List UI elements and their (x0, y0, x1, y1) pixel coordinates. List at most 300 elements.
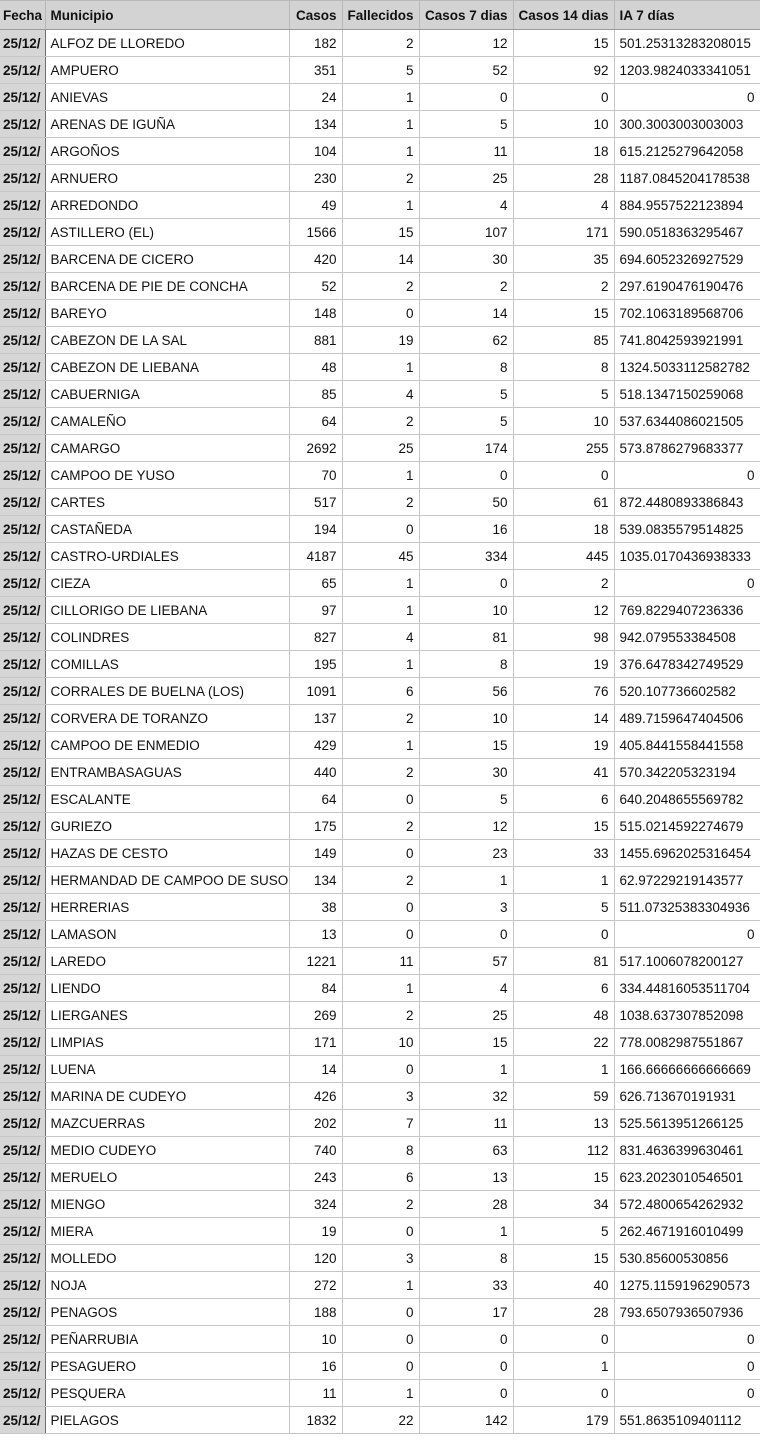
cell-fecha[interactable]: 25/12/ (0, 705, 45, 732)
cell-casos-14-dias[interactable]: 33 (513, 840, 614, 867)
cell-fallecidos[interactable]: 6 (342, 678, 419, 705)
cell-casos-7-dias[interactable]: 11 (419, 138, 513, 165)
cell-casos-14-dias[interactable]: 255 (513, 435, 614, 462)
cell-casos[interactable]: 48 (289, 354, 342, 381)
cell-ia-7-dias[interactable]: 573.8786279683377 (614, 435, 760, 462)
cell-casos-14-dias[interactable]: 179 (513, 1407, 614, 1434)
cell-fecha[interactable]: 25/12/ (0, 219, 45, 246)
cell-casos-14-dias[interactable]: 76 (513, 678, 614, 705)
cell-municipio[interactable]: CABEZON DE LA SAL (45, 327, 289, 354)
cell-casos[interactable]: 19 (289, 1218, 342, 1245)
cell-municipio[interactable]: MARINA DE CUDEYO (45, 1083, 289, 1110)
cell-fecha[interactable]: 25/12/ (0, 30, 45, 57)
cell-ia-7-dias[interactable]: 511.07325383304936 (614, 894, 760, 921)
cell-fecha[interactable]: 25/12/ (0, 543, 45, 570)
cell-casos[interactable]: 517 (289, 489, 342, 516)
cell-casos[interactable]: 272 (289, 1272, 342, 1299)
cell-casos-7-dias[interactable]: 0 (419, 84, 513, 111)
cell-fallecidos[interactable]: 0 (342, 1299, 419, 1326)
cell-casos-7-dias[interactable]: 30 (419, 246, 513, 273)
cell-casos[interactable]: 13 (289, 921, 342, 948)
cell-municipio[interactable]: PEÑARRUBIA (45, 1326, 289, 1353)
cell-fecha[interactable]: 25/12/ (0, 1029, 45, 1056)
cell-casos[interactable]: 85 (289, 381, 342, 408)
cell-casos-14-dias[interactable]: 15 (513, 30, 614, 57)
cell-municipio[interactable]: CAMPOO DE ENMEDIO (45, 732, 289, 759)
cell-casos-14-dias[interactable]: 1 (513, 1353, 614, 1380)
cell-fecha[interactable]: 25/12/ (0, 1164, 45, 1191)
cell-municipio[interactable]: CABEZON DE LIEBANA (45, 354, 289, 381)
cell-casos[interactable]: 426 (289, 1083, 342, 1110)
cell-casos-14-dias[interactable]: 1 (513, 1056, 614, 1083)
cell-casos-7-dias[interactable]: 2 (419, 273, 513, 300)
cell-fallecidos[interactable]: 0 (342, 840, 419, 867)
cell-casos-14-dias[interactable]: 13 (513, 1110, 614, 1137)
cell-fallecidos[interactable]: 1 (342, 975, 419, 1002)
cell-fecha[interactable]: 25/12/ (0, 597, 45, 624)
cell-municipio[interactable]: ENTRAMBASAGUAS (45, 759, 289, 786)
cell-fecha[interactable]: 25/12/ (0, 300, 45, 327)
cell-fecha[interactable]: 25/12/ (0, 1326, 45, 1353)
cell-fecha[interactable]: 25/12/ (0, 975, 45, 1002)
cell-casos-14-dias[interactable]: 12 (513, 597, 614, 624)
cell-municipio[interactable]: HERRERIAS (45, 894, 289, 921)
cell-casos-7-dias[interactable]: 62 (419, 327, 513, 354)
cell-casos[interactable]: 104 (289, 138, 342, 165)
cell-municipio[interactable]: COLINDRES (45, 624, 289, 651)
cell-casos[interactable]: 1091 (289, 678, 342, 705)
cell-casos-14-dias[interactable]: 22 (513, 1029, 614, 1056)
cell-casos-7-dias[interactable]: 5 (419, 786, 513, 813)
cell-casos-14-dias[interactable]: 28 (513, 165, 614, 192)
cell-casos-14-dias[interactable]: 6 (513, 786, 614, 813)
cell-municipio[interactable]: MEDIO CUDEYO (45, 1137, 289, 1164)
cell-ia-7-dias[interactable]: 570.342205323194 (614, 759, 760, 786)
cell-fallecidos[interactable]: 15 (342, 219, 419, 246)
cell-casos-7-dias[interactable]: 16 (419, 516, 513, 543)
cell-fallecidos[interactable]: 2 (342, 867, 419, 894)
cell-fecha[interactable]: 25/12/ (0, 246, 45, 273)
cell-fallecidos[interactable]: 1 (342, 1272, 419, 1299)
header-casos-14-dias[interactable]: Casos 14 dias (513, 1, 614, 30)
cell-casos-7-dias[interactable]: 28 (419, 1191, 513, 1218)
cell-municipio[interactable]: PESQUERA (45, 1380, 289, 1407)
cell-municipio[interactable]: HAZAS DE CESTO (45, 840, 289, 867)
cell-fallecidos[interactable]: 1 (342, 651, 419, 678)
cell-casos[interactable]: 137 (289, 705, 342, 732)
cell-municipio[interactable]: MIERA (45, 1218, 289, 1245)
cell-casos[interactable]: 120 (289, 1245, 342, 1272)
cell-fecha[interactable]: 25/12/ (0, 381, 45, 408)
cell-municipio[interactable]: LAREDO (45, 948, 289, 975)
cell-ia-7-dias[interactable]: 741.8042593921991 (614, 327, 760, 354)
cell-casos[interactable]: 269 (289, 1002, 342, 1029)
cell-casos-14-dias[interactable]: 28 (513, 1299, 614, 1326)
cell-municipio[interactable]: CIEZA (45, 570, 289, 597)
header-casos-7-dias[interactable]: Casos 7 dias (419, 1, 513, 30)
cell-municipio[interactable]: CABUERNIGA (45, 381, 289, 408)
cell-fecha[interactable]: 25/12/ (0, 57, 45, 84)
cell-municipio[interactable]: ARENAS DE IGUÑA (45, 111, 289, 138)
cell-casos[interactable]: 134 (289, 111, 342, 138)
cell-casos-14-dias[interactable]: 15 (513, 300, 614, 327)
cell-ia-7-dias[interactable]: 0 (614, 1353, 760, 1380)
cell-fecha[interactable]: 25/12/ (0, 1218, 45, 1245)
cell-fallecidos[interactable]: 0 (342, 894, 419, 921)
header-fallecidos[interactable]: Fallecidos (342, 1, 419, 30)
cell-fecha[interactable]: 25/12/ (0, 1245, 45, 1272)
cell-fallecidos[interactable]: 1 (342, 138, 419, 165)
cell-ia-7-dias[interactable]: 501.25313283208015 (614, 30, 760, 57)
cell-fallecidos[interactable]: 2 (342, 813, 419, 840)
cell-ia-7-dias[interactable]: 872.4480893386843 (614, 489, 760, 516)
cell-fecha[interactable]: 25/12/ (0, 1002, 45, 1029)
cell-fecha[interactable]: 25/12/ (0, 462, 45, 489)
cell-fallecidos[interactable]: 0 (342, 786, 419, 813)
cell-casos-14-dias[interactable]: 14 (513, 705, 614, 732)
cell-casos-7-dias[interactable]: 1 (419, 867, 513, 894)
cell-casos-7-dias[interactable]: 0 (419, 462, 513, 489)
cell-casos-14-dias[interactable]: 19 (513, 651, 614, 678)
cell-casos-7-dias[interactable]: 14 (419, 300, 513, 327)
cell-ia-7-dias[interactable]: 1038.637307852098 (614, 1002, 760, 1029)
cell-casos[interactable]: 148 (289, 300, 342, 327)
cell-fallecidos[interactable]: 2 (342, 1191, 419, 1218)
cell-municipio[interactable]: CAMALEÑO (45, 408, 289, 435)
cell-fallecidos[interactable]: 0 (342, 516, 419, 543)
cell-casos-14-dias[interactable]: 8 (513, 354, 614, 381)
cell-municipio[interactable]: CARTES (45, 489, 289, 516)
cell-ia-7-dias[interactable]: 166.66666666666669 (614, 1056, 760, 1083)
cell-fallecidos[interactable]: 0 (342, 1056, 419, 1083)
cell-casos-14-dias[interactable]: 0 (513, 462, 614, 489)
cell-casos-7-dias[interactable]: 174 (419, 435, 513, 462)
cell-municipio[interactable]: HERMANDAD DE CAMPOO DE SUSO (45, 867, 289, 894)
cell-ia-7-dias[interactable]: 376.6478342749529 (614, 651, 760, 678)
cell-municipio[interactable]: ASTILLERO (EL) (45, 219, 289, 246)
cell-casos-14-dias[interactable]: 41 (513, 759, 614, 786)
cell-ia-7-dias[interactable]: 405.8441558441558 (614, 732, 760, 759)
cell-ia-7-dias[interactable]: 640.2048655569782 (614, 786, 760, 813)
cell-fallecidos[interactable]: 2 (342, 30, 419, 57)
cell-casos-14-dias[interactable]: 35 (513, 246, 614, 273)
cell-fecha[interactable]: 25/12/ (0, 1272, 45, 1299)
cell-municipio[interactable]: MIENGO (45, 1191, 289, 1218)
cell-fallecidos[interactable]: 3 (342, 1245, 419, 1272)
cell-fecha[interactable]: 25/12/ (0, 678, 45, 705)
cell-municipio[interactable]: CASTRO-URDIALES (45, 543, 289, 570)
cell-casos-7-dias[interactable]: 81 (419, 624, 513, 651)
cell-fallecidos[interactable]: 1 (342, 1380, 419, 1407)
cell-fallecidos[interactable]: 1 (342, 597, 419, 624)
cell-ia-7-dias[interactable]: 572.4800654262932 (614, 1191, 760, 1218)
cell-casos[interactable]: 1832 (289, 1407, 342, 1434)
cell-ia-7-dias[interactable]: 1275.1159196290573 (614, 1272, 760, 1299)
cell-casos[interactable]: 14 (289, 1056, 342, 1083)
cell-casos-7-dias[interactable]: 32 (419, 1083, 513, 1110)
cell-casos-7-dias[interactable]: 25 (419, 1002, 513, 1029)
cell-fallecidos[interactable]: 22 (342, 1407, 419, 1434)
cell-ia-7-dias[interactable]: 942.079553384508 (614, 624, 760, 651)
cell-casos-7-dias[interactable]: 13 (419, 1164, 513, 1191)
cell-fecha[interactable]: 25/12/ (0, 111, 45, 138)
cell-fallecidos[interactable]: 25 (342, 435, 419, 462)
cell-casos-7-dias[interactable]: 8 (419, 651, 513, 678)
cell-fecha[interactable]: 25/12/ (0, 408, 45, 435)
cell-casos-7-dias[interactable]: 0 (419, 1380, 513, 1407)
cell-casos[interactable]: 230 (289, 165, 342, 192)
cell-casos-14-dias[interactable]: 0 (513, 1380, 614, 1407)
cell-fecha[interactable]: 25/12/ (0, 786, 45, 813)
cell-ia-7-dias[interactable]: 0 (614, 570, 760, 597)
cell-casos-7-dias[interactable]: 1 (419, 1218, 513, 1245)
cell-ia-7-dias[interactable]: 793.6507936507936 (614, 1299, 760, 1326)
cell-casos-7-dias[interactable]: 5 (419, 408, 513, 435)
cell-fecha[interactable]: 25/12/ (0, 840, 45, 867)
cell-ia-7-dias[interactable]: 300.3003003003003 (614, 111, 760, 138)
cell-ia-7-dias[interactable]: 702.1063189568706 (614, 300, 760, 327)
cell-casos-14-dias[interactable]: 15 (513, 1245, 614, 1272)
cell-casos-7-dias[interactable]: 12 (419, 30, 513, 57)
cell-fallecidos[interactable]: 2 (342, 1002, 419, 1029)
cell-casos-7-dias[interactable]: 10 (419, 597, 513, 624)
cell-casos[interactable]: 49 (289, 192, 342, 219)
cell-casos-14-dias[interactable]: 1 (513, 867, 614, 894)
cell-casos-7-dias[interactable]: 15 (419, 1029, 513, 1056)
cell-casos[interactable]: 97 (289, 597, 342, 624)
cell-municipio[interactable]: ANIEVAS (45, 84, 289, 111)
cell-casos-14-dias[interactable]: 10 (513, 408, 614, 435)
cell-fecha[interactable]: 25/12/ (0, 894, 45, 921)
cell-municipio[interactable]: PENAGOS (45, 1299, 289, 1326)
cell-casos[interactable]: 70 (289, 462, 342, 489)
cell-casos-7-dias[interactable]: 10 (419, 705, 513, 732)
cell-fecha[interactable]: 25/12/ (0, 1191, 45, 1218)
cell-casos-14-dias[interactable]: 15 (513, 1164, 614, 1191)
cell-municipio[interactable]: ALFOZ DE LLOREDO (45, 30, 289, 57)
cell-ia-7-dias[interactable]: 769.8229407236336 (614, 597, 760, 624)
cell-ia-7-dias[interactable]: 1187.0845204178538 (614, 165, 760, 192)
cell-ia-7-dias[interactable]: 334.44816053511704 (614, 975, 760, 1002)
cell-fallecidos[interactable]: 0 (342, 1326, 419, 1353)
cell-municipio[interactable]: BARCENA DE PIE DE CONCHA (45, 273, 289, 300)
cell-casos-7-dias[interactable]: 12 (419, 813, 513, 840)
cell-casos-14-dias[interactable]: 18 (513, 138, 614, 165)
cell-fallecidos[interactable]: 1 (342, 111, 419, 138)
cell-fallecidos[interactable]: 0 (342, 921, 419, 948)
cell-ia-7-dias[interactable]: 0 (614, 921, 760, 948)
cell-ia-7-dias[interactable]: 884.9557522123894 (614, 192, 760, 219)
cell-casos-14-dias[interactable]: 10 (513, 111, 614, 138)
cell-fecha[interactable]: 25/12/ (0, 570, 45, 597)
cell-fallecidos[interactable]: 7 (342, 1110, 419, 1137)
cell-casos[interactable]: 1566 (289, 219, 342, 246)
cell-fallecidos[interactable]: 0 (342, 1218, 419, 1245)
cell-ia-7-dias[interactable]: 694.6052326927529 (614, 246, 760, 273)
cell-ia-7-dias[interactable]: 517.1006078200127 (614, 948, 760, 975)
cell-ia-7-dias[interactable]: 518.1347150259068 (614, 381, 760, 408)
cell-municipio[interactable]: PIELAGOS (45, 1407, 289, 1434)
cell-municipio[interactable]: ESCALANTE (45, 786, 289, 813)
cell-casos-7-dias[interactable]: 5 (419, 381, 513, 408)
cell-fecha[interactable]: 25/12/ (0, 813, 45, 840)
cell-casos[interactable]: 195 (289, 651, 342, 678)
cell-fecha[interactable]: 25/12/ (0, 354, 45, 381)
cell-municipio[interactable]: BAREYO (45, 300, 289, 327)
cell-ia-7-dias[interactable]: 537.6344086021505 (614, 408, 760, 435)
cell-casos[interactable]: 881 (289, 327, 342, 354)
cell-casos-14-dias[interactable]: 81 (513, 948, 614, 975)
cell-ia-7-dias[interactable]: 778.0082987551867 (614, 1029, 760, 1056)
cell-casos[interactable]: 84 (289, 975, 342, 1002)
cell-fallecidos[interactable]: 11 (342, 948, 419, 975)
cell-municipio[interactable]: LIMPIAS (45, 1029, 289, 1056)
cell-municipio[interactable]: ARGOÑOS (45, 138, 289, 165)
cell-casos-7-dias[interactable]: 50 (419, 489, 513, 516)
cell-casos-7-dias[interactable]: 8 (419, 1245, 513, 1272)
cell-fallecidos[interactable]: 1 (342, 732, 419, 759)
cell-municipio[interactable]: NOJA (45, 1272, 289, 1299)
cell-fecha[interactable]: 25/12/ (0, 489, 45, 516)
cell-casos[interactable]: 1221 (289, 948, 342, 975)
cell-casos-7-dias[interactable]: 57 (419, 948, 513, 975)
cell-fecha[interactable]: 25/12/ (0, 1380, 45, 1407)
cell-ia-7-dias[interactable]: 1455.6962025316454 (614, 840, 760, 867)
cell-casos-7-dias[interactable]: 3 (419, 894, 513, 921)
cell-casos[interactable]: 182 (289, 30, 342, 57)
cell-casos-14-dias[interactable]: 59 (513, 1083, 614, 1110)
cell-casos-7-dias[interactable]: 63 (419, 1137, 513, 1164)
cell-casos-14-dias[interactable]: 85 (513, 327, 614, 354)
cell-casos-7-dias[interactable]: 1 (419, 1056, 513, 1083)
cell-casos-14-dias[interactable]: 0 (513, 1326, 614, 1353)
cell-casos-7-dias[interactable]: 142 (419, 1407, 513, 1434)
cell-casos-14-dias[interactable]: 171 (513, 219, 614, 246)
cell-fallecidos[interactable]: 8 (342, 1137, 419, 1164)
cell-fecha[interactable]: 25/12/ (0, 921, 45, 948)
cell-fecha[interactable]: 25/12/ (0, 1083, 45, 1110)
cell-ia-7-dias[interactable]: 297.6190476190476 (614, 273, 760, 300)
cell-municipio[interactable]: LIENDO (45, 975, 289, 1002)
cell-municipio[interactable]: PESAGUERO (45, 1353, 289, 1380)
cell-fecha[interactable]: 25/12/ (0, 1110, 45, 1137)
cell-casos[interactable]: 429 (289, 732, 342, 759)
cell-casos[interactable]: 134 (289, 867, 342, 894)
cell-casos[interactable]: 324 (289, 1191, 342, 1218)
cell-fallecidos[interactable]: 2 (342, 273, 419, 300)
cell-casos-14-dias[interactable]: 18 (513, 516, 614, 543)
cell-fecha[interactable]: 25/12/ (0, 1299, 45, 1326)
cell-casos-7-dias[interactable]: 11 (419, 1110, 513, 1137)
cell-casos-14-dias[interactable]: 48 (513, 1002, 614, 1029)
cell-casos-7-dias[interactable]: 4 (419, 192, 513, 219)
cell-casos[interactable]: 149 (289, 840, 342, 867)
cell-fecha[interactable]: 25/12/ (0, 165, 45, 192)
cell-municipio[interactable]: CASTAÑEDA (45, 516, 289, 543)
cell-casos[interactable]: 2692 (289, 435, 342, 462)
cell-fallecidos[interactable]: 14 (342, 246, 419, 273)
cell-casos[interactable]: 65 (289, 570, 342, 597)
cell-casos[interactable]: 4187 (289, 543, 342, 570)
cell-municipio[interactable]: COMILLAS (45, 651, 289, 678)
cell-casos[interactable]: 10 (289, 1326, 342, 1353)
cell-ia-7-dias[interactable]: 262.4671916010499 (614, 1218, 760, 1245)
cell-municipio[interactable]: BARCENA DE CICERO (45, 246, 289, 273)
cell-fallecidos[interactable]: 2 (342, 759, 419, 786)
cell-ia-7-dias[interactable]: 0 (614, 1380, 760, 1407)
cell-fecha[interactable]: 25/12/ (0, 732, 45, 759)
cell-ia-7-dias[interactable]: 520.107736602582 (614, 678, 760, 705)
cell-casos-14-dias[interactable]: 5 (513, 1218, 614, 1245)
cell-ia-7-dias[interactable]: 615.2125279642058 (614, 138, 760, 165)
cell-ia-7-dias[interactable]: 551.8635109401112 (614, 1407, 760, 1434)
cell-casos-14-dias[interactable]: 34 (513, 1191, 614, 1218)
cell-casos-7-dias[interactable]: 56 (419, 678, 513, 705)
cell-municipio[interactable]: MAZCUERRAS (45, 1110, 289, 1137)
cell-ia-7-dias[interactable]: 515.0214592274679 (614, 813, 760, 840)
cell-casos-14-dias[interactable]: 0 (513, 84, 614, 111)
cell-fecha[interactable]: 25/12/ (0, 1056, 45, 1083)
cell-casos-7-dias[interactable]: 0 (419, 1326, 513, 1353)
header-municipio[interactable]: Municipio (45, 1, 289, 30)
cell-casos[interactable]: 64 (289, 786, 342, 813)
cell-casos-7-dias[interactable]: 33 (419, 1272, 513, 1299)
cell-ia-7-dias[interactable]: 62.97229219143577 (614, 867, 760, 894)
cell-fallecidos[interactable]: 2 (342, 489, 419, 516)
cell-casos-7-dias[interactable]: 107 (419, 219, 513, 246)
cell-casos-7-dias[interactable]: 23 (419, 840, 513, 867)
cell-casos-14-dias[interactable]: 0 (513, 921, 614, 948)
cell-ia-7-dias[interactable]: 1203.9824033341051 (614, 57, 760, 84)
cell-fallecidos[interactable]: 4 (342, 624, 419, 651)
cell-ia-7-dias[interactable]: 525.5613951266125 (614, 1110, 760, 1137)
cell-fecha[interactable]: 25/12/ (0, 84, 45, 111)
cell-casos-7-dias[interactable]: 15 (419, 732, 513, 759)
cell-ia-7-dias[interactable]: 1324.5033112582782 (614, 354, 760, 381)
cell-municipio[interactable]: ARNUERO (45, 165, 289, 192)
cell-ia-7-dias[interactable]: 1035.0170436938333 (614, 543, 760, 570)
cell-fecha[interactable]: 25/12/ (0, 624, 45, 651)
cell-casos-14-dias[interactable]: 15 (513, 813, 614, 840)
cell-casos-7-dias[interactable]: 8 (419, 354, 513, 381)
cell-casos-7-dias[interactable]: 0 (419, 570, 513, 597)
cell-casos[interactable]: 171 (289, 1029, 342, 1056)
cell-fallecidos[interactable]: 1 (342, 192, 419, 219)
cell-casos-14-dias[interactable]: 61 (513, 489, 614, 516)
cell-fallecidos[interactable]: 3 (342, 1083, 419, 1110)
cell-fallecidos[interactable]: 45 (342, 543, 419, 570)
cell-fecha[interactable]: 25/12/ (0, 327, 45, 354)
cell-casos-14-dias[interactable]: 445 (513, 543, 614, 570)
cell-casos-7-dias[interactable]: 5 (419, 111, 513, 138)
cell-municipio[interactable]: LIERGANES (45, 1002, 289, 1029)
cell-fecha[interactable]: 25/12/ (0, 516, 45, 543)
cell-fecha[interactable]: 25/12/ (0, 1137, 45, 1164)
cell-casos-14-dias[interactable]: 98 (513, 624, 614, 651)
cell-municipio[interactable]: LUENA (45, 1056, 289, 1083)
cell-ia-7-dias[interactable]: 626.713670191931 (614, 1083, 760, 1110)
cell-fallecidos[interactable]: 19 (342, 327, 419, 354)
cell-casos[interactable]: 243 (289, 1164, 342, 1191)
cell-ia-7-dias[interactable]: 831.4636399630461 (614, 1137, 760, 1164)
cell-fecha[interactable]: 25/12/ (0, 435, 45, 462)
cell-fecha[interactable]: 25/12/ (0, 1353, 45, 1380)
cell-casos-7-dias[interactable]: 17 (419, 1299, 513, 1326)
cell-fallecidos[interactable]: 2 (342, 165, 419, 192)
cell-fallecidos[interactable]: 2 (342, 408, 419, 435)
cell-casos[interactable]: 175 (289, 813, 342, 840)
cell-casos-14-dias[interactable]: 6 (513, 975, 614, 1002)
